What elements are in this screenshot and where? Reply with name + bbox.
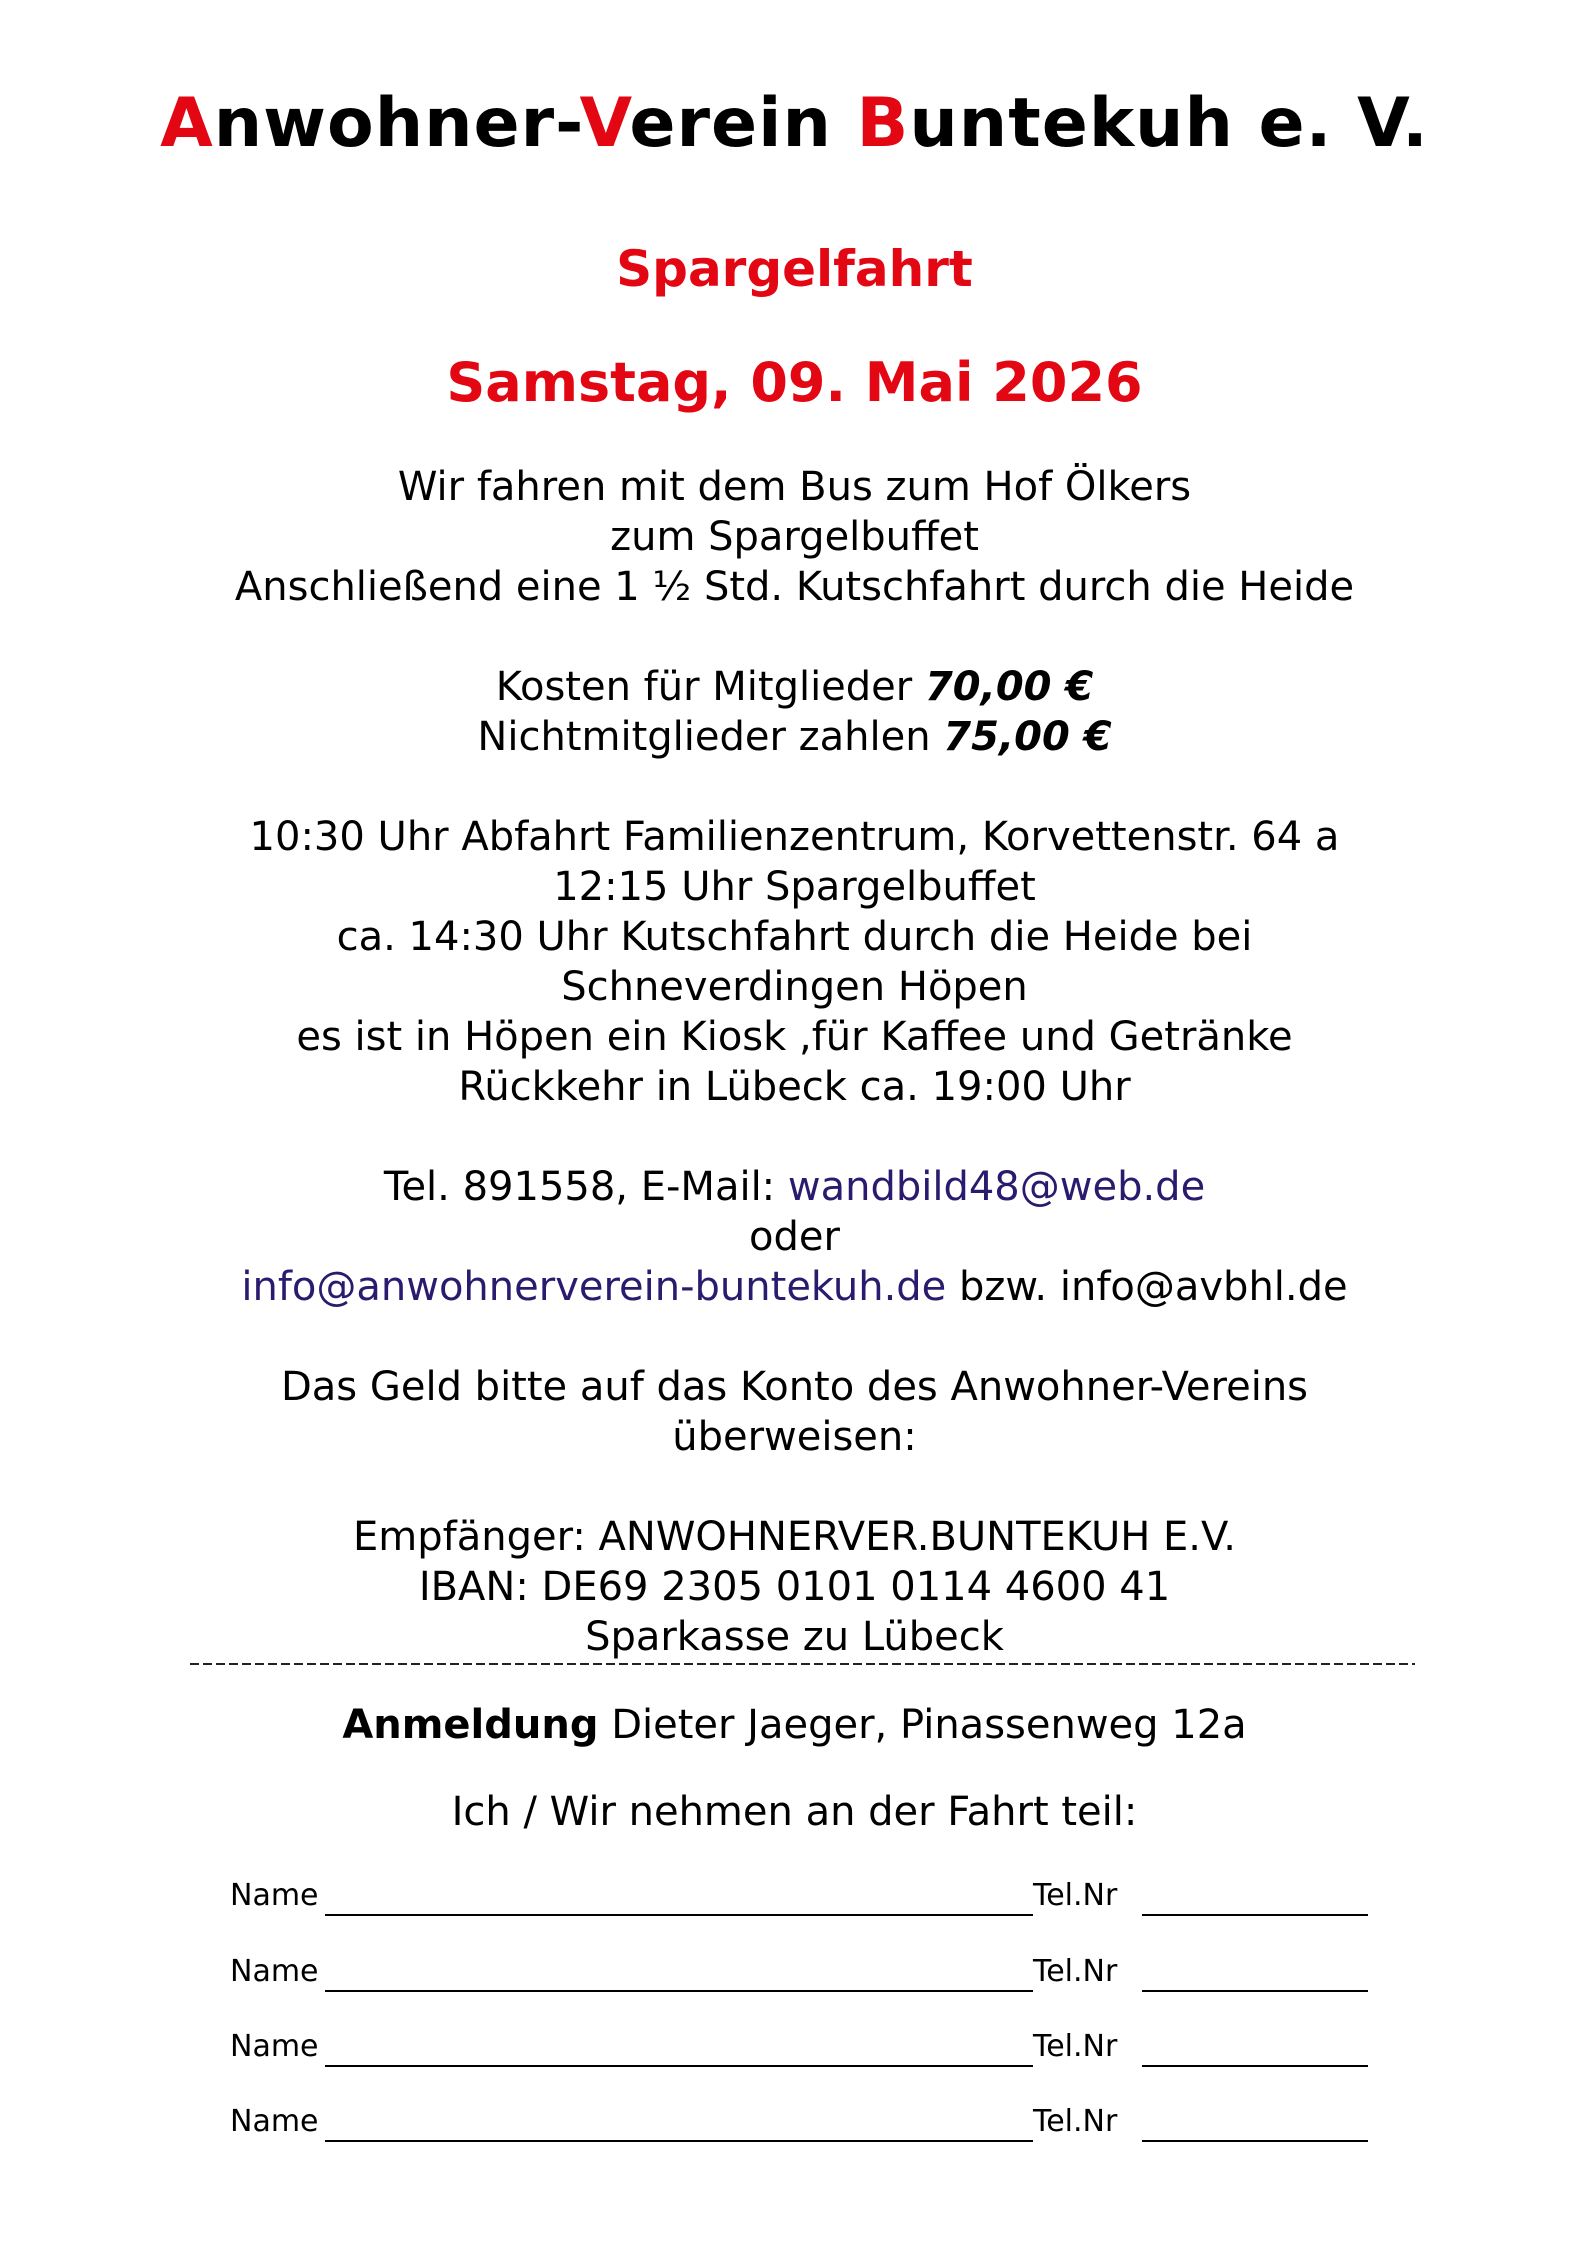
schedule-line: Rückkehr in Lübeck ca. 19:00 Uhr bbox=[458, 1064, 1131, 1110]
name-input-line[interactable] bbox=[325, 2140, 1033, 2142]
title-part-anwohner: nwohner- bbox=[213, 84, 580, 163]
schedule-line: es ist in Höpen ein Kiosk ,für Kaffee und Getränke bbox=[296, 1014, 1293, 1060]
email-link-wandbild[interactable]: wandbild48@web.de bbox=[787, 1164, 1206, 1210]
schedule-line: ca. 14:30 Uhr Kutschfahrt durch die Heide bei bbox=[336, 914, 1253, 960]
contact-line-2 bbox=[0, 1262, 1589, 1312]
tel-label: Tel.Nr bbox=[1033, 1954, 1118, 1989]
schedule-line: 12:15 Uhr Spargelbuffet bbox=[553, 864, 1036, 910]
title-part-buntekuh: untekuh e. V. bbox=[909, 84, 1429, 163]
contact-phone: Tel. 891558, E-Mail: bbox=[383, 1164, 788, 1210]
email-link-info[interactable]: info@anwohnerverein-buntekuh.de bbox=[241, 1264, 947, 1310]
schedule-line: Schneverdingen Höpen bbox=[561, 964, 1028, 1010]
intro-line: zum Spargelbuffet bbox=[610, 514, 979, 560]
cut-line-divider bbox=[190, 1663, 1415, 1683]
tel-input-line[interactable] bbox=[1142, 1990, 1368, 1992]
title-letter-b: B bbox=[856, 84, 910, 163]
payment-line: überweisen: bbox=[672, 1414, 917, 1460]
title-part-verein: erein bbox=[629, 84, 857, 163]
name-label: Name bbox=[230, 1954, 319, 1989]
name-input-line[interactable] bbox=[325, 1990, 1033, 1992]
organization-title bbox=[0, 84, 1589, 164]
payment-bank: Sparkasse zu Lübeck bbox=[585, 1614, 1004, 1660]
payment-line: Das Geld bitte auf das Konto des Anwohner-Vereins bbox=[280, 1364, 1309, 1410]
tel-label: Tel.Nr bbox=[1033, 2029, 1118, 2064]
nonmember-price: 75,00 € bbox=[943, 714, 1112, 760]
tel-label: Tel.Nr bbox=[1033, 1878, 1118, 1913]
tel-input-line[interactable] bbox=[1142, 1914, 1368, 1916]
intro-line: Anschließend eine 1 ½ Std. Kutschfahrt durch die Heide bbox=[234, 564, 1355, 610]
tel-label: Tel.Nr bbox=[1033, 2104, 1118, 2139]
tel-input-line[interactable] bbox=[1142, 2140, 1368, 2142]
payment-recipient: Empfänger: ANWOHNERVER.BUNTEKUH E.V. bbox=[353, 1514, 1236, 1560]
registration-row bbox=[230, 2102, 1370, 2146]
title-letter-v: V bbox=[579, 84, 630, 163]
member-price: 70,00 € bbox=[924, 664, 1094, 710]
name-label: Name bbox=[230, 2104, 319, 2139]
intro-line: Wir fahren mit dem Bus zum Hof Ölkers bbox=[397, 464, 1192, 510]
registration-header bbox=[0, 1700, 1589, 1750]
member-cost bbox=[0, 662, 1589, 712]
contact-alt-email: bzw. info@avbhl.de bbox=[946, 1264, 1348, 1310]
registration-row bbox=[230, 1952, 1370, 1996]
nonmember-cost-label: Nichtmitglieder zahlen bbox=[477, 714, 944, 760]
event-title: Spargelfahrt bbox=[616, 240, 973, 298]
name-input-line[interactable] bbox=[325, 2065, 1033, 2067]
payment-iban: IBAN: DE69 2305 0101 0114 4600 41 bbox=[418, 1564, 1171, 1610]
registration-row bbox=[230, 2027, 1370, 2071]
name-label: Name bbox=[230, 2029, 319, 2064]
tel-input-line[interactable] bbox=[1142, 2065, 1368, 2067]
contact-oder: oder bbox=[749, 1214, 840, 1260]
registration-label: Anmeldung bbox=[342, 1702, 599, 1748]
schedule-line: 10:30 Uhr Abfahrt Familienzentrum, Korvettenstr. 64 a bbox=[249, 814, 1340, 860]
contact-line bbox=[0, 1162, 1589, 1212]
event-date: Samstag, 09. Mai 2026 bbox=[446, 351, 1143, 414]
member-cost-label: Kosten für Mitglieder bbox=[495, 664, 925, 710]
title-letter-a: A bbox=[160, 84, 214, 163]
event-details bbox=[0, 462, 1589, 1662]
registration-row bbox=[230, 1876, 1370, 1920]
registration-address: Dieter Jaeger, Pinassenweg 12a bbox=[598, 1702, 1247, 1748]
participation-statement: Ich / Wir nehmen an der Fahrt teil: bbox=[451, 1789, 1138, 1835]
name-label: Name bbox=[230, 1878, 319, 1913]
name-input-line[interactable] bbox=[325, 1914, 1033, 1916]
nonmember-cost bbox=[0, 712, 1589, 762]
